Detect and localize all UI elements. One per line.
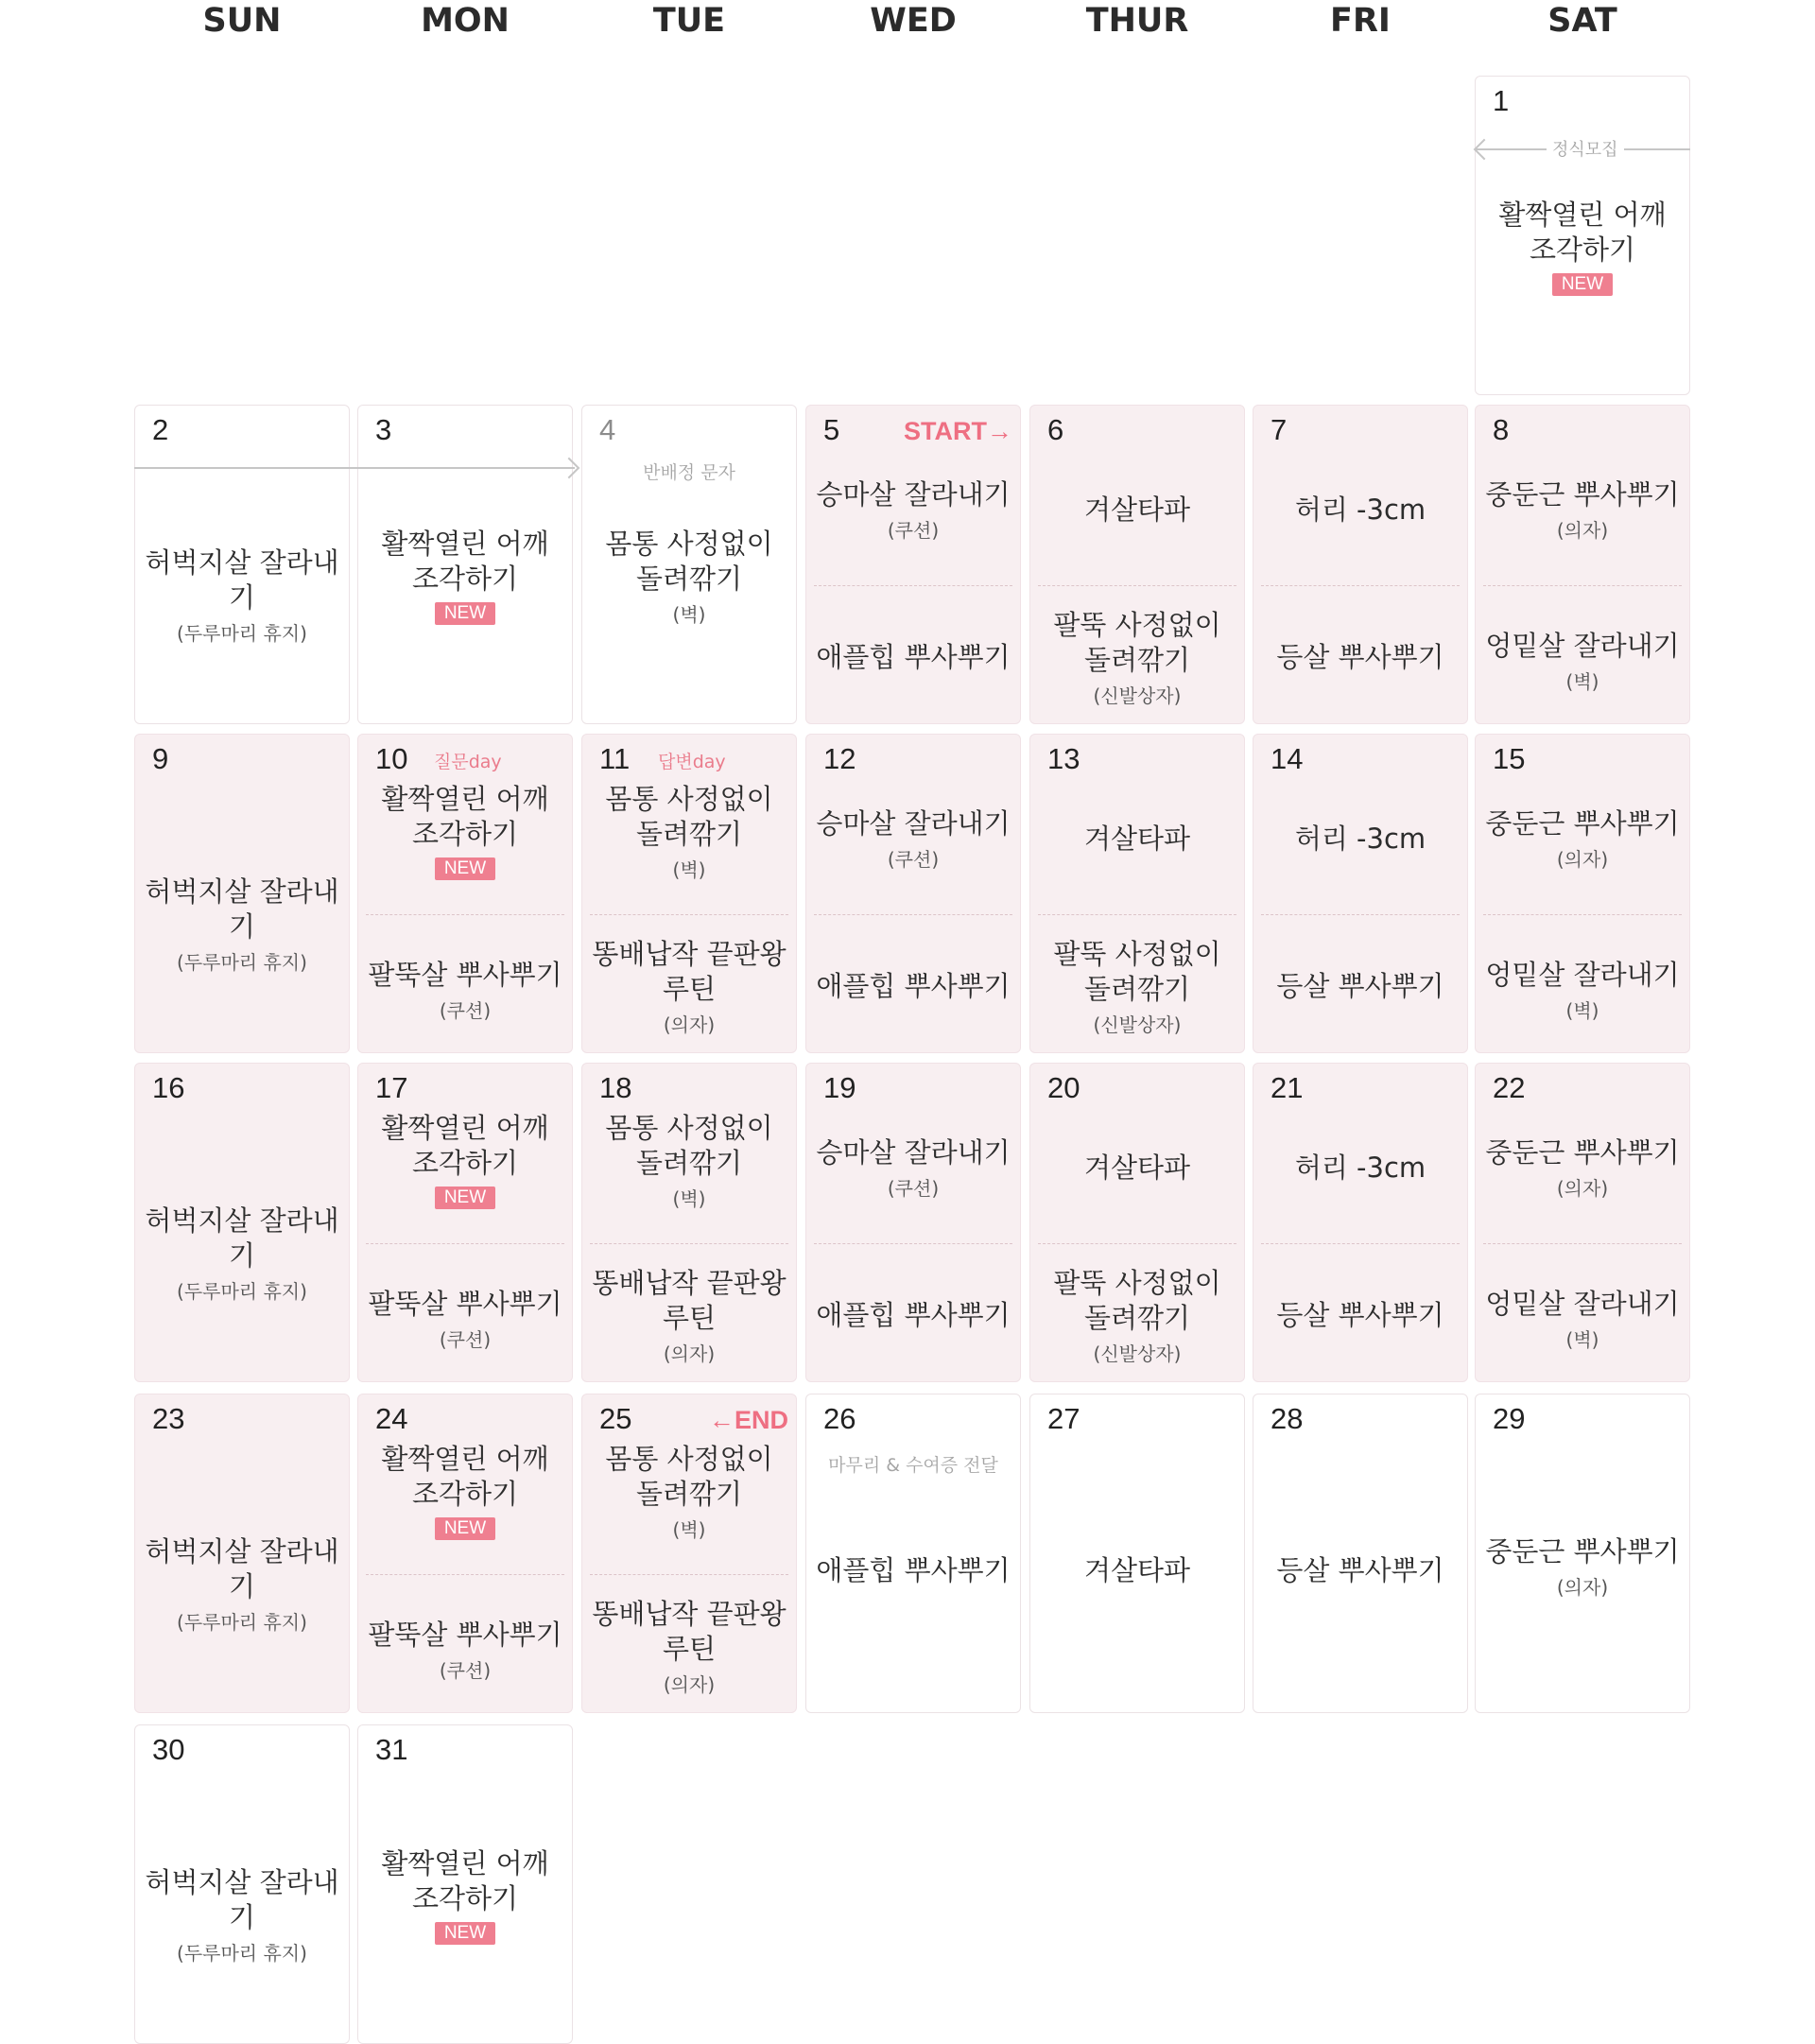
activity-title: 애플힙 뿌사뿌기 bbox=[816, 970, 1011, 1002]
day-cell-18[interactable] bbox=[581, 1063, 797, 1382]
activity-equipment: (벽) bbox=[1565, 999, 1599, 1022]
activity-title: 활짝열린 어깨 조각하기 bbox=[381, 1112, 549, 1179]
day-number: 26 bbox=[823, 1402, 856, 1435]
day-cell-29[interactable] bbox=[1475, 1394, 1690, 1713]
activity-equipment: (두루마리 휴지) bbox=[177, 1611, 307, 1634]
activity-title: 활짝열린 어깨 조각하기 bbox=[1498, 199, 1667, 266]
activity bbox=[582, 1266, 796, 1366]
day-tag: 답변day bbox=[658, 752, 726, 772]
activity-equipment: (쿠션) bbox=[887, 848, 940, 871]
activity-title: 등살 뿌사뿌기 bbox=[1276, 1299, 1444, 1331]
activity-divider bbox=[1038, 1243, 1236, 1244]
activity-equipment: (의자) bbox=[1556, 519, 1609, 542]
new-badge: NEW bbox=[435, 602, 495, 625]
activity-equipment: (의자) bbox=[663, 1673, 716, 1696]
activity-equipment: (두루마리 휴지) bbox=[177, 1280, 307, 1303]
activity-title: 허벅지살 잘라내기 bbox=[145, 1535, 339, 1602]
activity-title: 겨살타파 bbox=[1083, 1152, 1191, 1184]
activity-divider bbox=[590, 1243, 788, 1244]
activity-equipment: (쿠션) bbox=[887, 519, 940, 542]
day-cell-4[interactable] bbox=[581, 405, 797, 724]
activity-divider bbox=[1038, 585, 1236, 586]
day-cell-11[interactable] bbox=[581, 734, 797, 1053]
day-number: 16 bbox=[152, 1071, 185, 1104]
day-cell-21[interactable] bbox=[1253, 1063, 1468, 1382]
activity-title: 몸통 사정없이 돌려깎기 bbox=[605, 1112, 773, 1179]
activity bbox=[358, 527, 572, 625]
activity-divider bbox=[590, 1574, 788, 1575]
activity-title: 허벅지살 잘라내기 bbox=[145, 1866, 339, 1933]
activity-equipment: (신발상자) bbox=[1093, 1342, 1182, 1365]
activity-equipment: (쿠션) bbox=[887, 1177, 940, 1200]
new-badge: NEW bbox=[435, 1187, 495, 1209]
activity bbox=[1030, 493, 1244, 528]
activity-title: 똥배납작 끝판왕 루틴 bbox=[592, 1267, 786, 1334]
activity-title: 중둔근 뿌사뿌기 bbox=[1485, 807, 1680, 840]
activity-divider bbox=[366, 914, 564, 915]
activity-title: 활짝열린 어깨 조각하기 bbox=[381, 1847, 549, 1914]
activity-equipment: (의자) bbox=[1556, 848, 1609, 871]
activity-divider bbox=[1261, 1243, 1460, 1244]
activity-title: 팔뚝 사정없이 돌려깎기 bbox=[1053, 1267, 1221, 1334]
activity-title: 몸통 사정없이 돌려깎기 bbox=[605, 783, 773, 850]
activity bbox=[806, 969, 1020, 1004]
activity-title: 중둔근 뿌사뿌기 bbox=[1485, 1535, 1680, 1568]
activity-title: 승마살 잘라내기 bbox=[816, 478, 1011, 511]
activity bbox=[358, 1618, 572, 1683]
day-number: 18 bbox=[599, 1071, 632, 1104]
day-number: 1 bbox=[1493, 84, 1510, 117]
day-number: 19 bbox=[823, 1071, 856, 1104]
activity bbox=[1030, 1151, 1244, 1186]
new-badge: NEW bbox=[435, 857, 495, 880]
day-cell-7[interactable] bbox=[1253, 405, 1468, 724]
day-number: 13 bbox=[1047, 742, 1080, 775]
activity-title: 허벅지살 잘라내기 bbox=[145, 546, 339, 614]
day-number: 17 bbox=[375, 1071, 408, 1104]
day-number: 10 bbox=[375, 742, 408, 775]
activity bbox=[1476, 629, 1689, 694]
activity-equipment: (의자) bbox=[663, 1013, 716, 1036]
activity-title: 엉밑살 잘라내기 bbox=[1485, 959, 1680, 991]
activity bbox=[1253, 1151, 1467, 1186]
period-arrow-line bbox=[134, 467, 575, 469]
activity-title: 똥배납작 끝판왕 루틴 bbox=[592, 1598, 786, 1665]
activity-title: 팔뚝 사정없이 돌려깎기 bbox=[1053, 609, 1221, 676]
activity-equipment: (의자) bbox=[1556, 1177, 1609, 1200]
day-cell-17[interactable] bbox=[357, 1063, 573, 1382]
day-cell-8[interactable] bbox=[1475, 405, 1690, 724]
activity-equipment: (쿠션) bbox=[439, 1328, 492, 1351]
activity bbox=[1476, 1135, 1689, 1201]
activity-title: 똥배납작 끝판왕 루틴 bbox=[592, 938, 786, 1005]
activity bbox=[1476, 1287, 1689, 1352]
activity bbox=[806, 1298, 1020, 1333]
activity bbox=[358, 1846, 572, 1945]
activity-divider bbox=[1038, 914, 1236, 915]
activity-title: 허리 -3cm bbox=[1294, 1152, 1426, 1184]
day-cell-23[interactable] bbox=[134, 1394, 350, 1713]
activity bbox=[1476, 1534, 1689, 1600]
day-cell-1[interactable] bbox=[1475, 76, 1690, 395]
day-cell-31[interactable] bbox=[357, 1724, 573, 2044]
activity bbox=[1253, 969, 1467, 1004]
weekday-label: THUR bbox=[1085, 2, 1189, 40]
activity-title: 애플힙 뿌사뿌기 bbox=[816, 1554, 1011, 1586]
activity bbox=[582, 527, 796, 627]
activity-divider bbox=[366, 1243, 564, 1244]
activity bbox=[135, 1204, 349, 1304]
activity bbox=[358, 1111, 572, 1209]
day-cell-20[interactable] bbox=[1029, 1063, 1245, 1382]
day-cell-28[interactable] bbox=[1253, 1394, 1468, 1713]
day-cell-10[interactable] bbox=[357, 734, 573, 1053]
day-number: 29 bbox=[1493, 1402, 1526, 1435]
day-number: 2 bbox=[152, 413, 169, 446]
day-cell-30[interactable] bbox=[134, 1724, 350, 2044]
activity-title: 엉밑살 잘라내기 bbox=[1485, 1288, 1680, 1320]
activity-title: 중둔근 뿌사뿌기 bbox=[1485, 478, 1680, 511]
activity bbox=[582, 937, 796, 1037]
activity-equipment: (의자) bbox=[1556, 1576, 1609, 1599]
activity bbox=[806, 477, 1020, 543]
activity bbox=[806, 806, 1020, 872]
new-badge: NEW bbox=[435, 1517, 495, 1540]
activity bbox=[358, 958, 572, 1023]
activity bbox=[1030, 608, 1244, 708]
activity bbox=[135, 1534, 349, 1635]
day-number: 6 bbox=[1047, 413, 1064, 446]
day-number: 31 bbox=[375, 1733, 408, 1766]
day-number: 9 bbox=[152, 742, 169, 775]
activity bbox=[1253, 822, 1467, 857]
day-number: 15 bbox=[1493, 742, 1526, 775]
weekday-label: MON bbox=[421, 2, 510, 40]
new-badge: NEW bbox=[435, 1922, 495, 1945]
day-cell-9[interactable] bbox=[134, 734, 350, 1053]
activity bbox=[1253, 1298, 1467, 1333]
activity-title: 애플힙 뿌사뿌기 bbox=[816, 1299, 1011, 1331]
weekday-label: FRI bbox=[1330, 2, 1391, 40]
activity-equipment: (의자) bbox=[663, 1342, 716, 1365]
activity-title: 활짝열린 어깨 조각하기 bbox=[381, 1443, 549, 1510]
weekday-label: SAT bbox=[1547, 2, 1617, 40]
activity-equipment: (벽) bbox=[672, 1187, 706, 1210]
activity-divider bbox=[814, 1243, 1012, 1244]
day-number: 22 bbox=[1493, 1071, 1526, 1104]
activity-equipment: (벽) bbox=[1565, 1328, 1599, 1351]
activity bbox=[1253, 1553, 1467, 1588]
day-cell-12[interactable] bbox=[805, 734, 1021, 1053]
activity bbox=[582, 1442, 796, 1542]
day-number: 27 bbox=[1047, 1402, 1080, 1435]
day-cell-3[interactable] bbox=[357, 405, 573, 724]
activity-title: 등살 뿌사뿌기 bbox=[1276, 1554, 1444, 1586]
activity-equipment: (두루마리 휴지) bbox=[177, 622, 307, 645]
activity-title: 허리 -3cm bbox=[1294, 823, 1426, 855]
activity-title: 허리 -3cm bbox=[1294, 494, 1426, 526]
activity-equipment: (두루마리 휴지) bbox=[177, 1942, 307, 1965]
activity-equipment: (벽) bbox=[672, 858, 706, 881]
activity-title: 애플힙 뿌사뿌기 bbox=[816, 641, 1011, 673]
day-number: 23 bbox=[152, 1402, 185, 1435]
activity-equipment: (두루마리 휴지) bbox=[177, 951, 307, 974]
activity-title: 허벅지살 잘라내기 bbox=[145, 875, 339, 943]
day-cell-16[interactable] bbox=[134, 1063, 350, 1382]
day-number: 25 bbox=[599, 1402, 632, 1435]
activity bbox=[582, 782, 796, 882]
day-number: 5 bbox=[823, 413, 840, 446]
day-tag: 질문day bbox=[434, 752, 502, 772]
activity-title: 몸통 사정없이 돌려깎기 bbox=[605, 1443, 773, 1510]
new-badge: NEW bbox=[1552, 273, 1613, 296]
day-note: 반배정 문자 bbox=[643, 462, 735, 483]
day-number: 30 bbox=[152, 1733, 185, 1766]
day-number: 14 bbox=[1270, 742, 1304, 775]
day-number: 24 bbox=[375, 1402, 408, 1435]
activity bbox=[1030, 1266, 1244, 1366]
activity-divider bbox=[1261, 914, 1460, 915]
activity-title: 허벅지살 잘라내기 bbox=[145, 1204, 339, 1272]
activity-title: 중둔근 뿌사뿌기 bbox=[1485, 1136, 1680, 1169]
weekday-label: SUN bbox=[202, 2, 282, 40]
weekday-label: WED bbox=[870, 2, 957, 40]
end-marker: ←END bbox=[708, 1406, 788, 1434]
activity-title: 활짝열린 어깨 조각하기 bbox=[381, 528, 549, 595]
activity bbox=[358, 1287, 572, 1352]
activity-title: 팔뚝살 뿌사뿌기 bbox=[368, 1619, 562, 1651]
day-number: 28 bbox=[1270, 1402, 1304, 1435]
activity-title: 팔뚝살 뿌사뿌기 bbox=[368, 959, 562, 991]
activity bbox=[358, 782, 572, 880]
activity bbox=[1030, 822, 1244, 857]
day-cell-25[interactable] bbox=[581, 1394, 797, 1713]
activity bbox=[135, 875, 349, 975]
day-number: 21 bbox=[1270, 1071, 1304, 1104]
activity-equipment: (신발상자) bbox=[1093, 1013, 1182, 1036]
activity bbox=[135, 1865, 349, 1966]
activity-equipment: (쿠션) bbox=[439, 1659, 492, 1682]
activity-title: 겨살타파 bbox=[1083, 823, 1191, 855]
day-cell-2[interactable] bbox=[134, 405, 350, 724]
activity-equipment: (벽) bbox=[672, 603, 706, 626]
activity bbox=[135, 546, 349, 646]
activity-equipment: (벽) bbox=[672, 1518, 706, 1541]
day-cell-24[interactable] bbox=[357, 1394, 573, 1713]
day-cell-22[interactable] bbox=[1475, 1063, 1690, 1382]
activity bbox=[806, 1553, 1020, 1588]
activity-divider bbox=[1483, 914, 1682, 915]
activity-equipment: (신발상자) bbox=[1093, 684, 1182, 707]
activity-title: 팔뚝살 뿌사뿌기 bbox=[368, 1288, 562, 1320]
activity-title: 겨살타파 bbox=[1083, 494, 1191, 526]
activity-title: 등살 뿌사뿌기 bbox=[1276, 641, 1444, 673]
activity-title: 팔뚝 사정없이 돌려깎기 bbox=[1053, 938, 1221, 1005]
activity bbox=[1476, 198, 1689, 296]
activity-title: 몸통 사정없이 돌려깎기 bbox=[605, 528, 773, 595]
activity bbox=[582, 1597, 796, 1697]
activity-title: 활짝열린 어깨 조각하기 bbox=[381, 783, 549, 850]
activity-divider bbox=[366, 1574, 564, 1575]
activity-divider bbox=[590, 914, 788, 915]
activity-equipment: (쿠션) bbox=[439, 999, 492, 1022]
day-note: 마무리 & 수여증 전달 bbox=[828, 1455, 998, 1476]
activity-equipment: (벽) bbox=[1565, 670, 1599, 693]
day-number: 20 bbox=[1047, 1071, 1080, 1104]
activity-divider bbox=[1483, 1243, 1682, 1244]
activity-title: 겨살타파 bbox=[1083, 1554, 1191, 1586]
day-cell-26[interactable] bbox=[805, 1394, 1021, 1713]
activity-title: 승마살 잘라내기 bbox=[816, 807, 1011, 840]
activity-title: 엉밑살 잘라내기 bbox=[1485, 630, 1680, 662]
day-number: 3 bbox=[375, 413, 392, 446]
day-cell-6[interactable] bbox=[1029, 405, 1245, 724]
day-number: 12 bbox=[823, 742, 856, 775]
day-cell-27[interactable] bbox=[1029, 1394, 1245, 1713]
activity bbox=[1476, 477, 1689, 543]
activity bbox=[582, 1111, 796, 1211]
activity bbox=[1476, 806, 1689, 872]
activity bbox=[1253, 493, 1467, 528]
activity-divider bbox=[814, 585, 1012, 586]
activity bbox=[1253, 640, 1467, 675]
activity-title: 승마살 잘라내기 bbox=[816, 1136, 1011, 1169]
activity bbox=[358, 1442, 572, 1540]
start-marker: START→ bbox=[904, 417, 1012, 445]
weekday-label: TUE bbox=[652, 2, 726, 40]
activity bbox=[806, 640, 1020, 675]
activity bbox=[1030, 937, 1244, 1037]
day-cell-5[interactable] bbox=[805, 405, 1021, 724]
day-cell-13[interactable] bbox=[1029, 734, 1245, 1053]
day-number: 11 bbox=[599, 742, 631, 775]
recruit-label: 정식모집 bbox=[1547, 136, 1624, 161]
activity-divider bbox=[1483, 585, 1682, 586]
day-cell-19[interactable] bbox=[805, 1063, 1021, 1382]
activity bbox=[1030, 1553, 1244, 1588]
activity bbox=[1476, 958, 1689, 1023]
day-cell-14[interactable] bbox=[1253, 734, 1468, 1053]
day-number: 8 bbox=[1493, 413, 1510, 446]
day-number: 7 bbox=[1270, 413, 1288, 446]
activity-divider bbox=[814, 914, 1012, 915]
activity bbox=[806, 1135, 1020, 1201]
day-cell-15[interactable] bbox=[1475, 734, 1690, 1053]
activity-divider bbox=[1261, 585, 1460, 586]
activity-title: 등살 뿌사뿌기 bbox=[1276, 970, 1444, 1002]
day-number: 4 bbox=[599, 413, 616, 446]
